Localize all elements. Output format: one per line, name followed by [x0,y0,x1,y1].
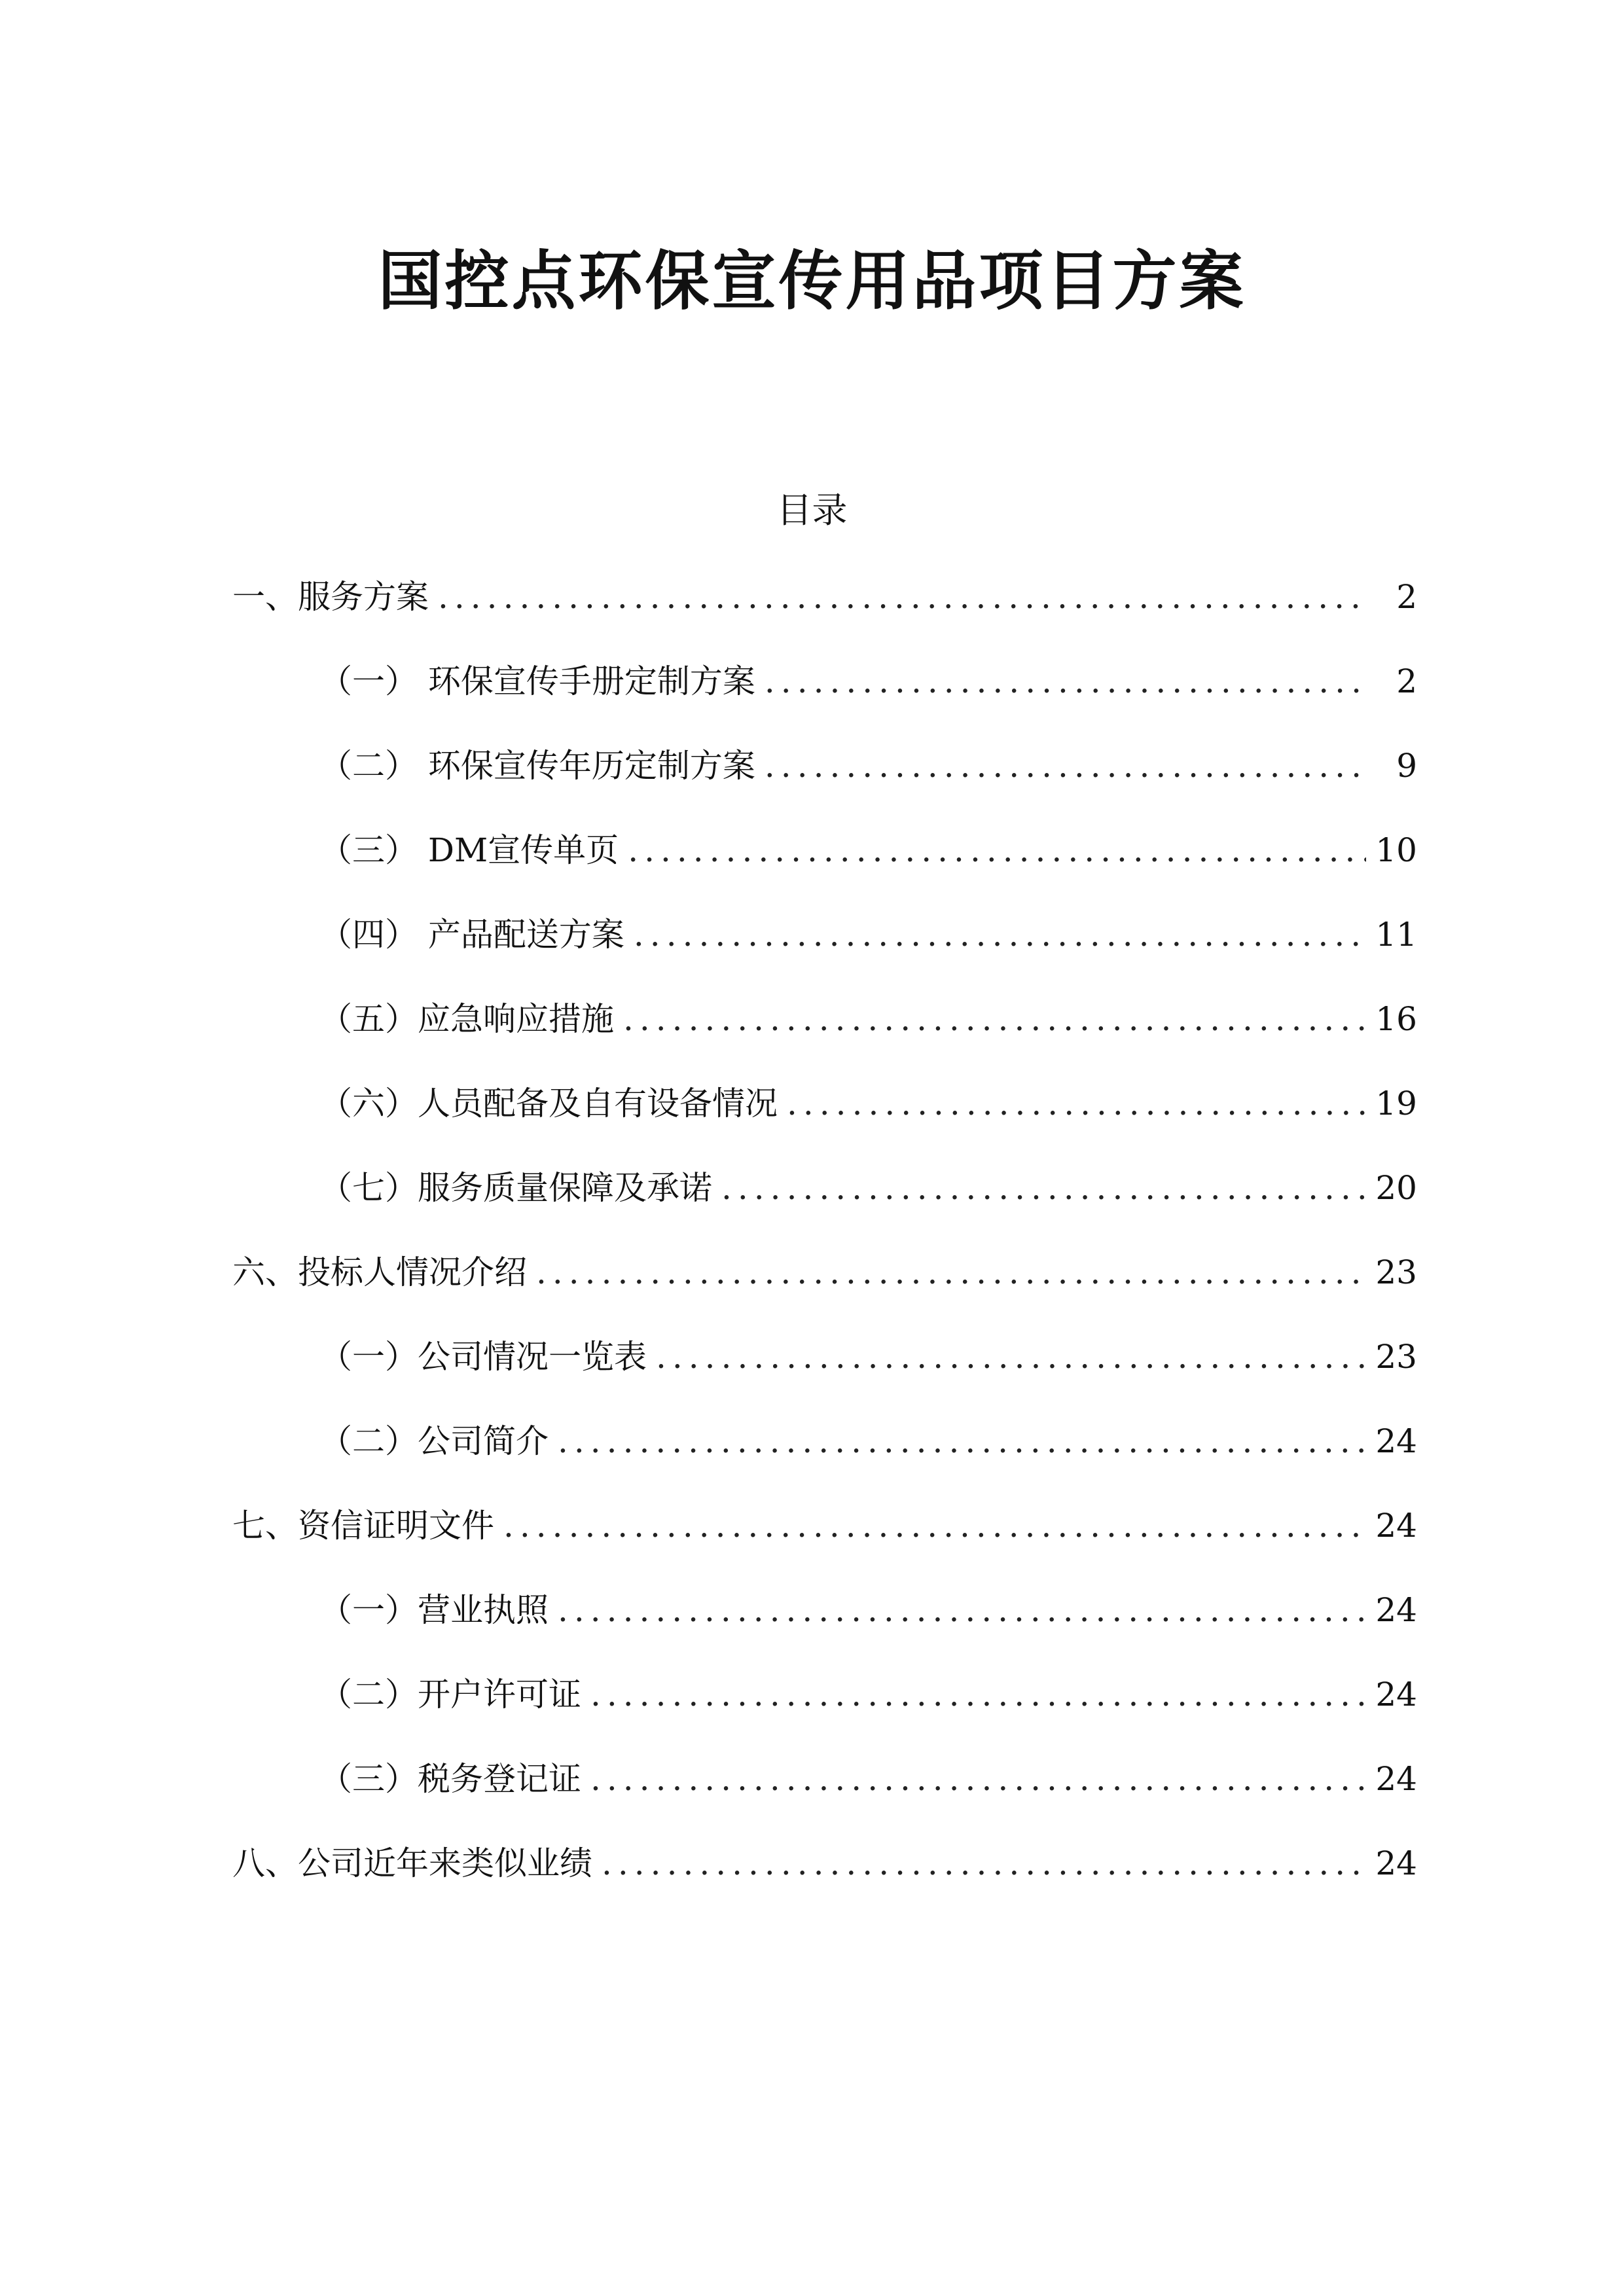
toc-entry-page: 16 [1375,1000,1417,1038]
toc-entry-page: 23 [1375,1253,1417,1291]
toc-dot-leader [721,1162,1366,1214]
toc-entry-label: 七、资信证明文件 [232,1507,494,1545]
toc-entry-page: 24 [1375,1422,1417,1460]
toc-entry-label: （一）公司情况一览表 [319,1338,647,1376]
toc-entry-label: （一） 环保宣传手册定制方案 [319,662,755,700]
toc-entry-page: 23 [1375,1338,1417,1376]
toc-entry-label: （二）公司简介 [319,1422,549,1460]
toc-entry[interactable] [232,1162,1417,1246]
toc-heading: 目录 [776,490,848,531]
toc-entry-label: （二）开户许可证 [319,1676,581,1713]
toc-dot-leader [558,1415,1366,1467]
toc-entry-label: 六、投标人情况介绍 [232,1253,527,1291]
toc-entry[interactable] [232,1415,1417,1499]
document-title: 国控点环保宣传用品项目方案 [378,244,1246,319]
toc-dot-leader [765,740,1369,792]
toc-entry[interactable] [232,1837,1417,1922]
toc-entry[interactable] [232,571,1417,655]
toc-dot-leader [536,1246,1366,1299]
toc-entry-label: 一、服务方案 [232,578,429,616]
toc-dot-leader [590,1668,1366,1721]
toc-entry-label: （三）税务登记证 [319,1760,581,1798]
toc-entry-page: 11 [1375,916,1417,954]
toc-entry-label: （一）营业执照 [319,1591,549,1629]
toc-entry[interactable] [232,908,1417,993]
toc-entry-page: 24 [1375,1676,1417,1713]
toc-entry-label: （三） DM宣传单页 [319,831,619,869]
toc-entry[interactable] [232,1499,1417,1584]
toc-dot-leader [503,1499,1366,1552]
toc-entry[interactable] [232,1077,1417,1162]
toc-dot-leader [656,1331,1366,1383]
toc-entry[interactable] [232,740,1417,824]
toc-entry-page: 2 [1396,578,1417,616]
toc-entry-page: 24 [1375,1844,1417,1882]
toc-entry[interactable] [232,993,1417,1077]
toc-entry-page: 19 [1375,1085,1417,1122]
toc-dot-leader [602,1837,1366,1890]
toc-dot-leader [438,571,1369,623]
toc-entry-label: （二） 环保宣传年历定制方案 [319,747,755,785]
toc-entry-label: 八、公司近年来类似业绩 [232,1844,592,1882]
toc-dot-leader [787,1077,1366,1130]
toc-entry-page: 24 [1375,1591,1417,1629]
toc-entry[interactable] [232,824,1417,908]
toc-dot-leader [590,1753,1366,1805]
toc-entry-page: 20 [1375,1169,1417,1207]
toc-entry[interactable] [232,1753,1417,1837]
toc-entry-page: 9 [1396,747,1417,785]
toc-entry-page: 10 [1375,831,1417,869]
toc-entry[interactable] [232,1246,1417,1331]
toc-entry[interactable] [232,1331,1417,1415]
table-of-contents [232,571,1417,1922]
toc-entry-label: （七）服务质量保障及承诺 [319,1169,712,1207]
toc-dot-leader [628,824,1366,876]
toc-entry-page: 24 [1375,1760,1417,1798]
toc-entry-page: 2 [1396,662,1417,700]
toc-entry-label: （六）人员配备及自有设备情况 [319,1085,778,1122]
toc-dot-leader [623,993,1366,1045]
toc-entry-label: （五）应急响应措施 [319,1000,614,1038]
toc-dot-leader [634,908,1366,961]
toc-entry[interactable] [232,655,1417,740]
toc-entry[interactable] [232,1668,1417,1753]
toc-dot-leader [765,655,1369,708]
toc-entry-label: （四） 产品配送方案 [319,916,624,954]
toc-entry[interactable] [232,1584,1417,1668]
toc-entry-page: 24 [1375,1507,1417,1545]
toc-dot-leader [558,1584,1366,1636]
